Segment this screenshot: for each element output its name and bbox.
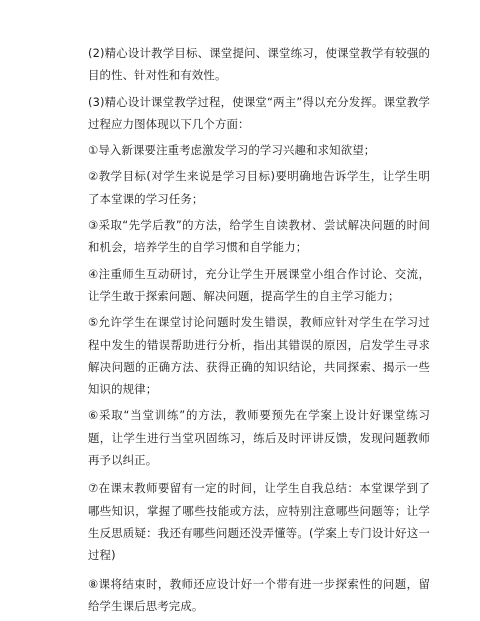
document-body xyxy=(88,42,430,621)
list-item-1: ①导入新课要注重考虑激发学习的学习兴趣和求知欲望； xyxy=(88,143,376,158)
list-item-7: ⑦在课末教师要留有一定的时间，让学生自我总结：本堂课学到了哪些知识，掌握了哪些技能或方法，应特别注意哪些问题等；让学生反思质疑：我还有哪些问题还没弄懂等。(学案上专门设计好这一过程) xyxy=(88,481,430,563)
paragraph-2: (2)精心设计教学目标、课堂提问、课堂练习，使课堂教学有较强的目的性、针对性和有效性。 xyxy=(88,46,430,83)
list-item-5: ⑤允许学生在课堂讨论问题时发生错误，教师应针对学生在学习过程中发生的错误帮助进行分析，指出其错误的原因，启发学生寻求解决问题的正确方法、获得正确的知识结论，共同探索、揭示一些知识的规律； xyxy=(88,315,430,397)
list-item-2: ②教学目标(对学生来说是学习目标)要明确地告诉学生，让学生明了本堂课的学习任务； xyxy=(88,169,430,206)
list-item-6: ⑥采取“当堂训练”的方法，教师要预先在学案上设计好课堂练习题，让学生进行当堂巩固练习，练后及时评讲反馈，发现问题教师再予以纠正。 xyxy=(88,408,430,468)
list-item-3: ③采取“先学后教”的方法，给学生自读教材、尝试解决问题的时间和机会，培养学生的自学习惯和自学能力； xyxy=(88,218,430,255)
list-item-4: ④注重师生互动研讨，充分让学生开展课堂小组合作讨论、交流，让学生敢于探索问题、解决问题，提高学生的自主学习能力； xyxy=(88,266,430,303)
list-item-8: ⑧课将结束时，教师还应设计好一个带有进一步探索性的问题，留给学生课后思考完成。 xyxy=(88,576,430,613)
paragraph-3: (3)精心设计课堂教学过程，使课堂“两主”得以充分发挥。课堂教学过程应力图体现以下几个方面： xyxy=(88,94,430,131)
